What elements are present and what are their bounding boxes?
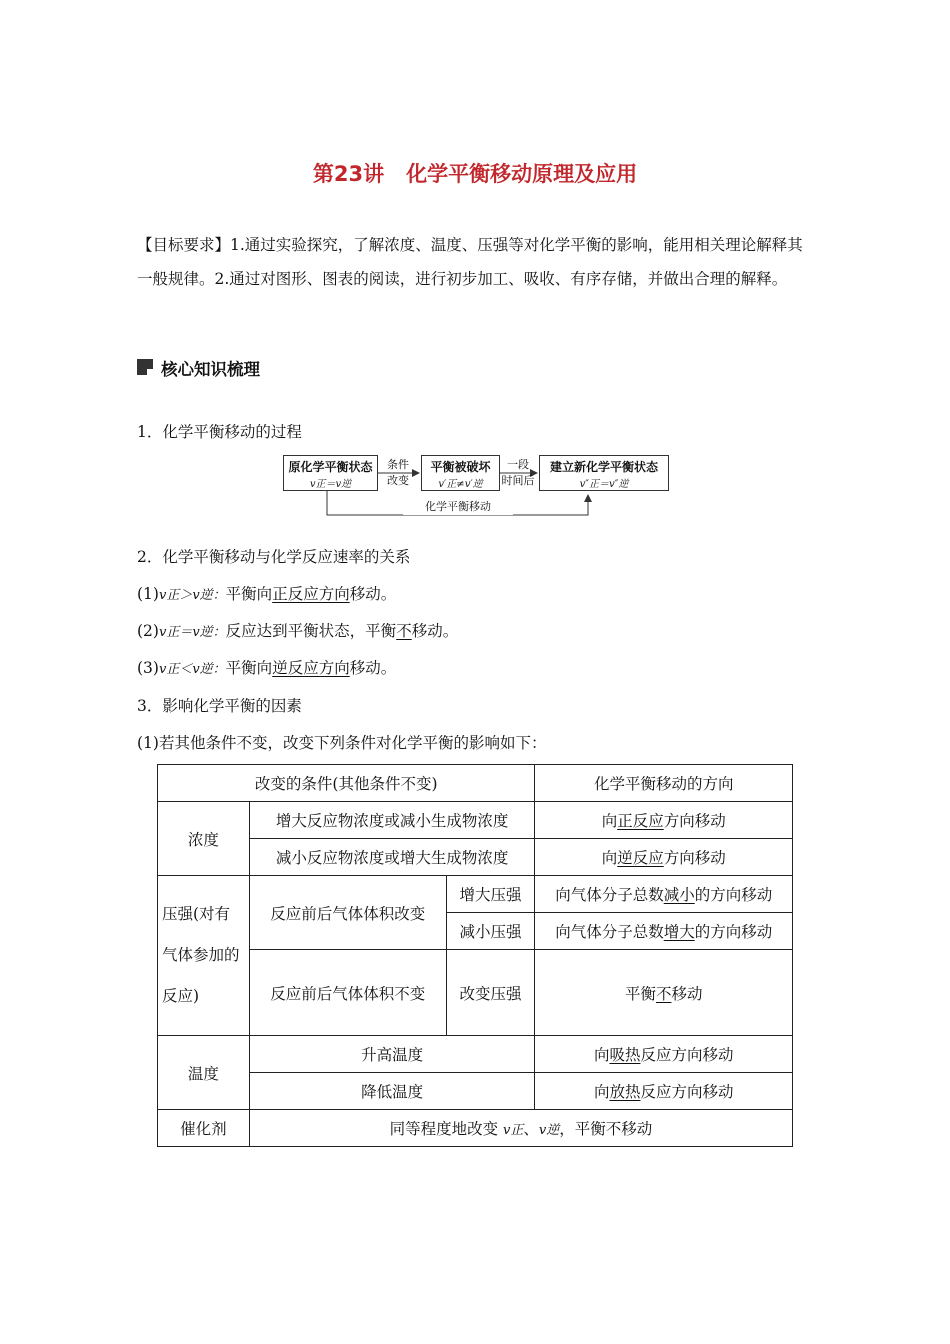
flow-loop-label: 化学平衡移动 <box>403 499 513 515</box>
cell-press-a2-result: 向气体分子总数增大的方向移动 <box>535 913 793 950</box>
answer-blank: 正反应 <box>617 812 664 830</box>
cell-temperature: 温度 <box>158 1036 250 1110</box>
flow-arrow2-top: 一段 <box>507 458 529 471</box>
cell-temp-r1-result: 向吸热反应方向移动 <box>535 1036 793 1073</box>
flow-arrow1-top: 条件 <box>387 458 409 471</box>
item2-line3 <box>137 656 396 678</box>
flow-box2-formula: v′正≠v′逆 <box>438 479 483 490</box>
answer-blank: 不 <box>655 984 672 1003</box>
flow-arrow2-bottom: 时间后 <box>501 474 535 487</box>
table-header-direction: 化学平衡移动的方向 <box>535 765 793 802</box>
table-row <box>158 802 793 839</box>
lecture-topic: 化学平衡移动原理及应用 <box>406 162 638 186</box>
lecture-number: 第23讲 <box>312 162 385 186</box>
flow-box1-formula: v正＝v逆 <box>309 479 352 490</box>
cell-press-a2: 减小压强 <box>446 913 535 950</box>
table-row <box>158 950 793 1036</box>
flow-diagram <box>283 453 669 519</box>
section-header <box>137 356 517 386</box>
section-marker-icon <box>137 359 153 375</box>
l1-answer: 正反应方向 <box>272 585 350 603</box>
flow-arrow1-bottom: 改变 <box>387 474 409 487</box>
l1-condition: v正＞v逆： <box>158 588 226 603</box>
answer-blank: 逆反应 <box>617 849 664 867</box>
cell-conc-r2-result: 向逆反应方向移动 <box>535 839 793 876</box>
cell-catalyst-result: 同等程度地改变 v正、v逆，平衡不移动 <box>249 1110 792 1147</box>
factors-table <box>157 764 793 1147</box>
l1-post: 移动。 <box>349 585 397 603</box>
l2-post: 移动。 <box>411 622 459 640</box>
item3-subheading: (1)若其他条件不变，改变下列条件对化学平衡的影响如下： <box>137 734 547 752</box>
cell-catalyst: 催化剂 <box>158 1110 250 1147</box>
l3-condition: v正＜v逆： <box>158 662 226 677</box>
l2-answer: 不 <box>396 622 412 640</box>
flow-box-broken <box>421 455 500 491</box>
l3-answer: 逆反应方向 <box>272 659 350 677</box>
item1-heading: 1．化学平衡移动的过程 <box>137 423 302 441</box>
table-row <box>158 1036 793 1073</box>
page-title <box>0 158 950 188</box>
l1-prefix: (1) <box>137 585 159 603</box>
cell-press-b: 反应前后气体体积不变 <box>249 950 446 1036</box>
flow-box3-title: 建立新化学平衡状态 <box>549 460 658 474</box>
cell-temp-r1: 升高温度 <box>249 1036 535 1073</box>
answer-blank: 减小 <box>663 886 695 904</box>
table-row <box>158 1110 793 1147</box>
answer-blank: 放热 <box>609 1083 641 1101</box>
section-title: 核心知识梳理 <box>161 360 260 379</box>
cell-concentration: 浓度 <box>158 802 250 876</box>
item2-line2 <box>137 619 458 641</box>
flow-box-new <box>539 455 669 491</box>
item2-heading: 2．化学平衡移动与化学反应速率的关系 <box>137 548 411 566</box>
table-header-condition: 改变的条件(其他条件不变) <box>158 765 535 802</box>
goal-paragraph <box>137 228 817 296</box>
answer-blank: 吸热 <box>609 1046 641 1064</box>
l2-condition: v正＝v逆： <box>158 625 226 640</box>
goal-label: 【目标要求】 <box>137 236 231 254</box>
l1-pre: 平衡向 <box>225 585 273 603</box>
table-header-row <box>158 765 793 802</box>
table-row <box>158 1073 793 1110</box>
goal-text: 1.通过实验探究，了解浓度、温度、压强等对化学平衡的影响，能用相关理论解释其一般规律。2.通过对图形、图表的阅读，进行初步加工、吸收、有序存储，并做出合理的解释。 <box>137 236 803 288</box>
cell-conc-r2: 减小反应物浓度或增大生成物浓度 <box>249 839 535 876</box>
flow-arrow2-label <box>499 457 537 489</box>
cell-press-a: 反应前后气体体积改变 <box>249 876 446 950</box>
l2-pre: 反应达到平衡状态，平衡 <box>225 622 397 640</box>
cell-temp-r2-result: 向放热反应方向移动 <box>535 1073 793 1110</box>
item2-line1 <box>137 582 396 604</box>
l3-pre: 平衡向 <box>225 659 273 677</box>
cell-press-a1: 增大压强 <box>446 876 535 913</box>
table-row <box>158 876 793 913</box>
l3-prefix: (3) <box>137 659 159 677</box>
l2-prefix: (2) <box>137 622 159 640</box>
flow-box-original <box>283 455 378 491</box>
answer-blank: 增大 <box>663 923 695 941</box>
cell-temp-r2: 降低温度 <box>249 1073 535 1110</box>
cell-conc-r1-result: 向正反应方向移动 <box>535 802 793 839</box>
cell-pressure: 压强(对有气体参加的反应) <box>158 876 250 1036</box>
cell-press-b1-result: 平衡不移动 <box>535 950 793 1036</box>
flow-box2-title: 平衡被破坏 <box>430 460 491 474</box>
flow-arrow1-label <box>379 457 417 489</box>
flow-box3-formula: v″正＝v″逆 <box>579 479 629 490</box>
table-row <box>158 839 793 876</box>
cell-conc-r1: 增大反应物浓度或减小生成物浓度 <box>249 802 535 839</box>
flow-box1-title: 原化学平衡状态 <box>288 460 373 474</box>
cell-press-a1-result: 向气体分子总数减小的方向移动 <box>535 876 793 913</box>
cell-press-b1: 改变压强 <box>446 950 535 1036</box>
item3-heading: 3．影响化学平衡的因素 <box>137 697 302 715</box>
l3-post: 移动。 <box>349 659 397 677</box>
